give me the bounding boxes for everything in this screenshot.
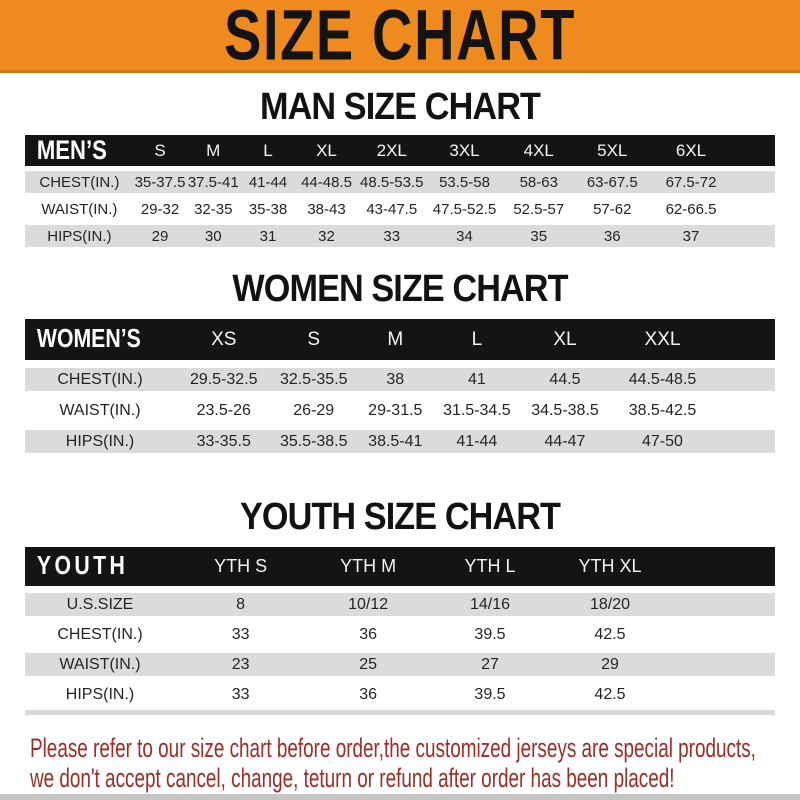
women-size-table [25, 319, 775, 453]
measurement-value: 38-43 [307, 200, 346, 218]
size-column-header: YTH M [340, 556, 397, 576]
measurement-value: 29-32 [140, 200, 180, 218]
measurement-row [25, 593, 775, 616]
measurement-label: WAIST(IN.) [41, 200, 118, 218]
youth-section [0, 495, 800, 715]
measurement-value: 10/12 [348, 595, 389, 613]
measurement-label: HIPS(IN.) [65, 685, 135, 703]
men-size-chart-heading: MAN SIZE CHART [259, 86, 540, 128]
measurement-label: CHEST(IN.) [57, 625, 143, 643]
measurement-value: 43-47.5 [366, 200, 418, 218]
measurement-value: 38.5-41 [368, 432, 423, 450]
measurement-value: 57-62 [593, 200, 632, 218]
measurement-value: 32.5-35.5 [279, 370, 348, 388]
size-column-header: 5XL [597, 140, 628, 160]
measurement-label: HIPS(IN.) [65, 432, 135, 450]
table-bottom-strip [25, 710, 775, 715]
measurement-value: 35-37.5 [134, 173, 186, 191]
measurement-value: 67.5-72 [665, 173, 717, 191]
measurement-value: 38 [386, 370, 405, 388]
size-column-header: YTH XL [578, 556, 642, 576]
measurement-value: 41 [467, 370, 486, 388]
measurement-value: 44-48.5 [301, 173, 352, 191]
measurement-value: 25 [359, 655, 378, 673]
measurement-value: 35 [530, 227, 548, 245]
measurement-value: 23.5-26 [196, 401, 251, 419]
measurement-value: 27 [481, 655, 499, 673]
measurement-row [25, 171, 775, 193]
measurement-value: 47-50 [642, 432, 683, 450]
size-column-header: S [154, 140, 166, 160]
men-size-table [25, 135, 775, 247]
size-column-header: XL [316, 140, 337, 160]
measurement-value: 41-44 [456, 432, 498, 450]
measurement-value: 29-31.5 [368, 401, 423, 419]
measurement-value: 52.5-57 [513, 200, 565, 218]
measurement-value: 34.5-38.5 [531, 401, 599, 419]
footnote [0, 733, 800, 793]
measurement-value: 37 [682, 227, 700, 245]
size-column-header: S [307, 328, 321, 350]
measurement-value: 39.5 [474, 685, 506, 703]
size-group-label: MEN’S [36, 134, 107, 166]
footnote-line: Please refer to our size chart before order,the customized jerseys are special products, [30, 733, 756, 763]
measurement-row [25, 623, 775, 646]
measurement-value: 29 [601, 655, 619, 673]
size-chart-content [0, 85, 800, 715]
measurement-label: CHEST(IN.) [57, 370, 143, 388]
measurement-value: 18/20 [589, 595, 631, 613]
measurement-value: 23 [231, 655, 250, 673]
measurement-value: 26-29 [293, 401, 335, 419]
measurement-value: 44.5-48.5 [628, 370, 697, 388]
measurement-row [25, 683, 775, 706]
measurement-value: 35.5-38.5 [279, 432, 348, 450]
size-column-header: 3XL [449, 140, 480, 160]
size-column-header: M [206, 140, 221, 160]
size-chart-banner [0, 0, 800, 73]
measurement-label: HIPS(IN.) [47, 227, 112, 245]
measurement-value: 36 [603, 227, 621, 245]
men-section [0, 85, 800, 247]
size-group-label: WOMEN’S [36, 324, 141, 354]
measurement-value: 32-35 [194, 200, 233, 218]
measurement-value: 38.5-42.5 [628, 401, 697, 419]
size-column-header: XL [553, 328, 577, 350]
measurement-value: 42.5 [594, 685, 626, 703]
women-section [0, 267, 800, 453]
measurement-value: 34 [456, 227, 473, 245]
measurement-value: 37.5-41 [187, 173, 239, 191]
measurement-value: 41-44 [248, 173, 288, 191]
size-column-header: 2XL [376, 140, 407, 160]
size-header-row [25, 547, 775, 586]
size-column-header: L [263, 140, 273, 160]
measurement-row [25, 399, 775, 422]
measurement-value: 48.5-53.5 [360, 173, 424, 191]
measurement-value: 32 [318, 227, 335, 245]
measurement-value: 53.5-58 [439, 173, 490, 191]
measurement-value: 33 [383, 227, 401, 245]
measurement-row [25, 225, 775, 247]
measurement-value: 8 [236, 595, 246, 613]
measurement-value: 63-67.5 [586, 173, 638, 191]
size-column-header: XS [211, 328, 237, 350]
page-bottom-strip [0, 794, 800, 800]
measurement-value: 62-66.5 [665, 200, 717, 218]
size-header-row [25, 135, 775, 166]
women-size-chart-heading: WOMEN SIZE CHART [232, 268, 568, 310]
measurement-value: 29.5-32.5 [189, 370, 258, 388]
size-column-header: L [471, 328, 483, 350]
measurement-value: 36 [359, 685, 378, 703]
measurement-value: 29 [151, 227, 169, 245]
measurement-value: 31.5-34.5 [443, 401, 511, 419]
size-column-header: XXL [644, 328, 681, 350]
measurement-value: 30 [204, 227, 222, 245]
banner-title: SIZE CHART [224, 0, 576, 75]
size-column-header: YTH L [464, 556, 516, 576]
measurement-row [25, 430, 775, 453]
measurement-value: 36 [359, 625, 378, 643]
size-header-row [25, 319, 775, 360]
measurement-label: U.S.SIZE [66, 595, 134, 613]
measurement-value: 35-38 [248, 200, 288, 218]
youth-size-table [25, 547, 775, 715]
measurement-value: 44.5 [549, 370, 581, 388]
measurement-value: 47.5-52.5 [432, 200, 497, 218]
size-group-label: YOUTH [36, 551, 129, 581]
measurement-label: WAIST(IN.) [59, 655, 141, 673]
size-column-header: YTH S [214, 556, 268, 576]
measurement-row [25, 198, 775, 220]
measurement-value: 14/16 [469, 595, 511, 613]
youth-size-chart-heading: YOUTH SIZE CHART [239, 496, 561, 538]
measurement-value: 39.5 [474, 625, 506, 643]
footnote-line: we don't accept cancel, change, teturn or refund after order has been placed! [30, 763, 675, 793]
measurement-row [25, 368, 775, 391]
size-column-header: 4XL [523, 140, 554, 160]
measurement-value: 33 [231, 625, 250, 643]
measurement-row [25, 653, 775, 676]
measurement-value: 42.5 [594, 625, 626, 643]
size-column-header: M [387, 328, 404, 350]
measurement-value: 58-63 [519, 173, 558, 191]
size-column-header: 6XL [675, 140, 707, 160]
measurement-value: 33-35.5 [196, 432, 251, 450]
measurement-value: 31 [259, 227, 277, 245]
measurement-label: WAIST(IN.) [59, 401, 141, 419]
measurement-value: 33 [231, 685, 250, 703]
measurement-value: 44-47 [544, 432, 586, 450]
measurement-label: CHEST(IN.) [39, 173, 120, 191]
